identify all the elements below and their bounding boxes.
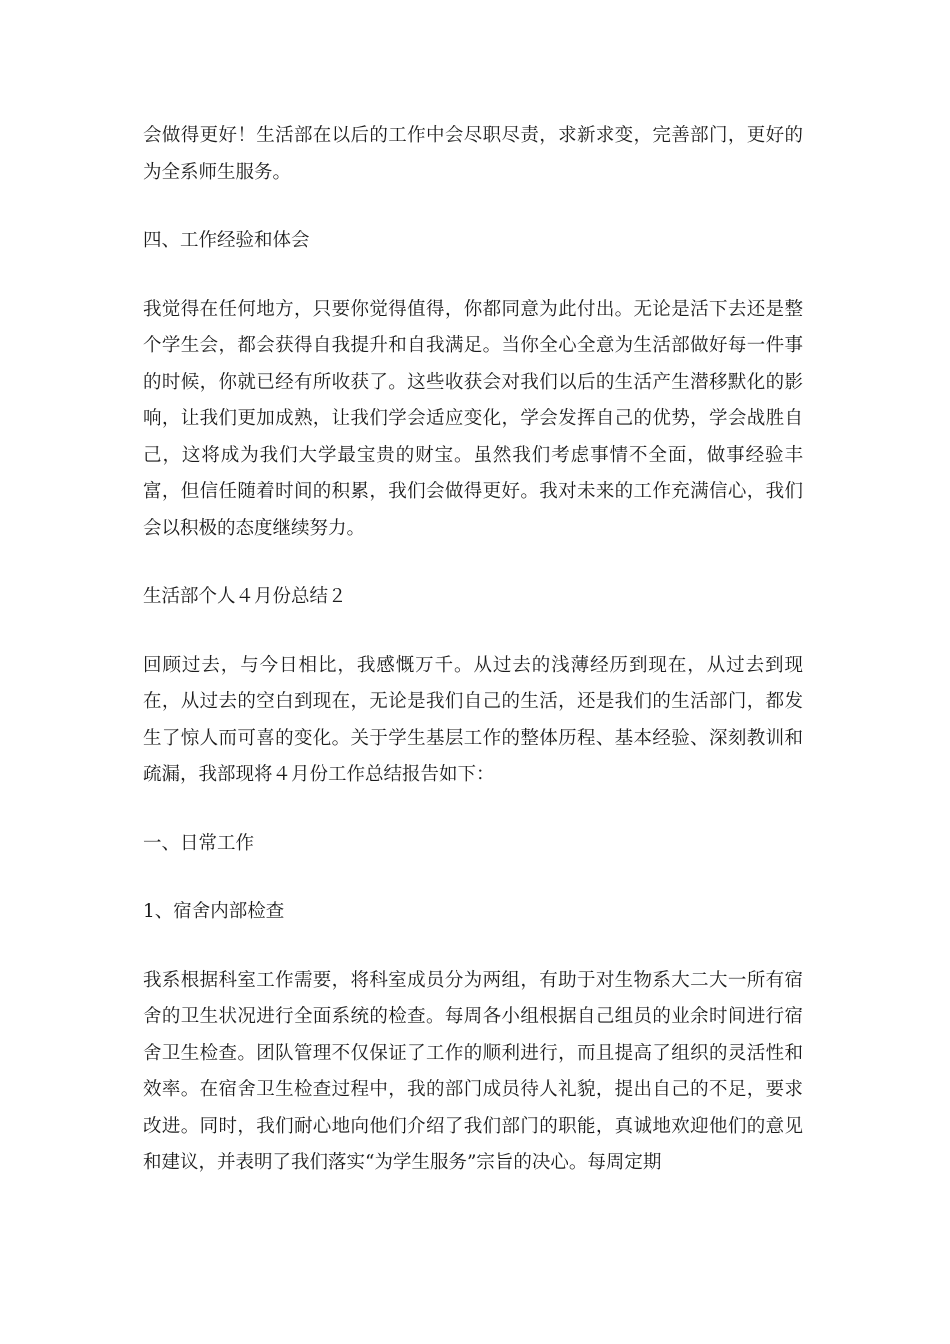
paragraph-review: 回顾过去，与今日相比，我感慨万千。从过去的浅薄经历到现在，从过去到现在，从过去的空白到现在，无论是我们自己的生活，还是我们的生活部门，都发生了惊人而可喜的变化。关于学生基层工作的整体历程、基本经验、深刻教训和疏漏，我部现将４月份工作总结报告如下： — [143, 654, 803, 785]
summary-title-2: 生活部个人４月份总结２ — [143, 586, 347, 607]
section-heading-experience: 四、工作经验和体会 — [143, 230, 310, 251]
paragraph-service-closing: 会做得更好！生活部在以后的工作中会尽职尽责，求新求变，完善部门，更好的为全系师生服务。 — [143, 125, 803, 183]
section-heading-daily-work: 一、日常工作 — [143, 832, 255, 854]
subheading-dorm-inspection: 1、宿舍内部检查 — [143, 901, 285, 922]
paragraph-experience: 我觉得在任何地方，只要你觉得值得，你都同意为此付出。无论是活下去还是整个学生会，都会获得自我提升和自我满足。当你全心全意为生活部做好每一件事的时候，你就已经有所收获了。这些收获会对我们以后的生活产生潜移默化的影响，让我们更加成熟，让我们学会适应变化，学会发挥自己的优势，学会战胜自己，这将成为我们大学最宝贵的财宝。虽然我们考虑事情不全面，做事经验丰富，但信任随着时间的积累，我们会做得更好。我对未来的工作充满信心，我们会以积极的态度继续努力。 — [143, 298, 803, 539]
document-body — [143, 118, 803, 1214]
paragraph-dorm-inspection: 我系根据科室工作需要，将科室成员分为两组，有助于对生物系大二大一所有宿舍的卫生状况进行全面系统的检查。每周各小组根据自己组员的业余时间进行宿舍卫生检查。团队管理不仅保证了工作的顺利进行，而且提高了组织的灵活性和效率。在宿舍卫生检查过程中，我的部门成员待人礼貌，提出自己的不足，要求改进。同时，我们耐心地向他们介绍了我们部门的职能，真诚地欢迎他们的意见和建议，并表明了我们落实“为学生服务”宗旨的决心。每周定期 — [143, 969, 803, 1173]
